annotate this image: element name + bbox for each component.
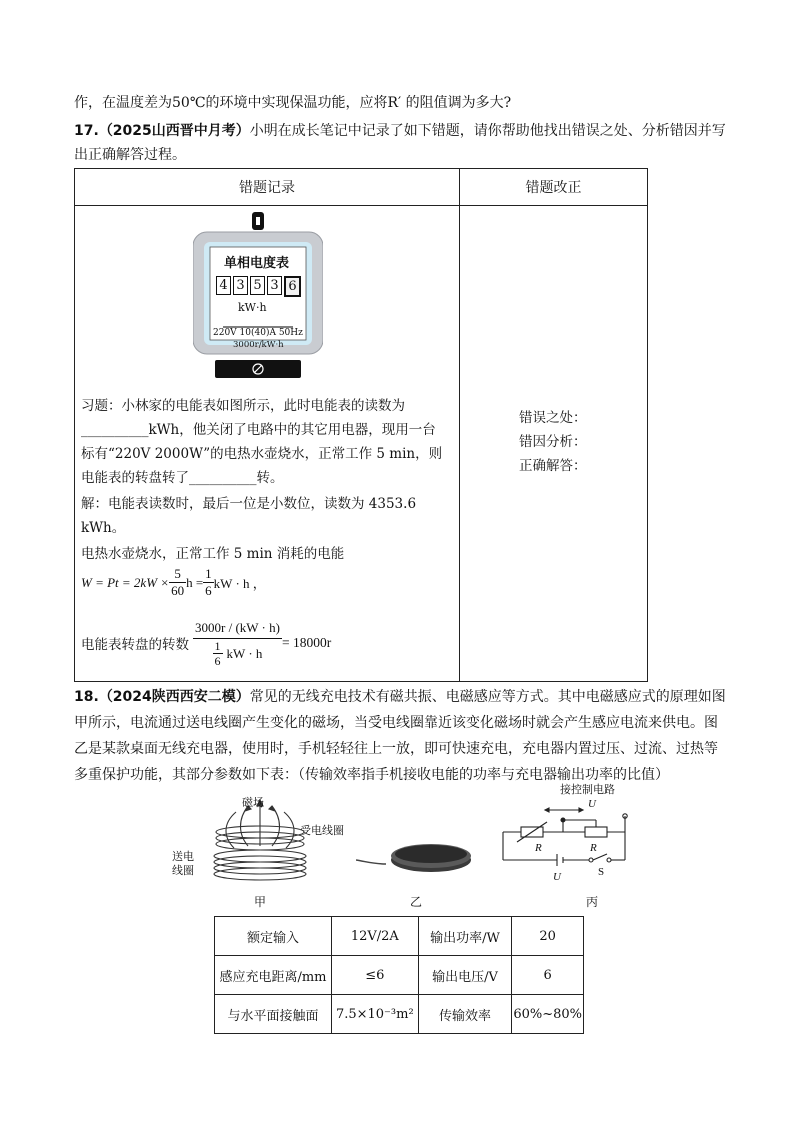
correction-cause: 错因分析： bbox=[519, 434, 587, 450]
problem-line: 习题：小林家的电能表如图所示，此时电能表的读数为 bbox=[81, 398, 405, 414]
formula-rev-result: = 18000r bbox=[281, 635, 332, 650]
param-cell: 12V/2A bbox=[331, 917, 418, 956]
problem-line: __________kWh，他关闭了电路中的其它用电器，现用一台 bbox=[81, 422, 436, 438]
q18-text-2: 甲所示，电流通过送电线圈产生变化的磁场，当受电线圈靠近该变化磁场时就会产生感应电流来供电。图 bbox=[74, 715, 718, 731]
error-record-table bbox=[74, 168, 648, 682]
table-row bbox=[215, 956, 584, 995]
intro-line: 作，在温度差为50℃的环境中实现保温功能，应将R′ 的阻值调为多大? bbox=[74, 95, 512, 111]
param-cell: 6 bbox=[512, 956, 584, 995]
label-r1: R bbox=[590, 842, 597, 854]
frac-num: 3000r / (kW · h) bbox=[193, 618, 282, 639]
frac-num: 1 bbox=[205, 566, 212, 581]
label-send-coil-1: 送电 bbox=[172, 850, 194, 863]
q18-source: （2024陕西西安二模） bbox=[98, 689, 250, 705]
frac-num: 5 bbox=[169, 566, 186, 583]
param-cell: 输出功率/W bbox=[418, 917, 512, 956]
q17-source: （2025山西晋中月考） bbox=[98, 123, 250, 139]
formula-revolutions bbox=[81, 618, 331, 668]
circuit-diagram-icon bbox=[497, 796, 637, 880]
solution-line: 解：电能表读数时，最后一位是小数位，读数为 4353.6 bbox=[81, 496, 417, 512]
param-cell: 20 bbox=[512, 917, 584, 956]
problem-line: 标有“220V 2000W”的电热水壶烧水，正常工作 5 min，则 bbox=[81, 446, 443, 462]
meter-digits bbox=[216, 276, 301, 297]
frac-den: 60 bbox=[171, 583, 185, 598]
formula-energy-suffix: kW · h ， bbox=[213, 576, 266, 591]
label-s: S bbox=[598, 866, 605, 878]
meter-spec-1: 220V 10(40)A 50Hz bbox=[213, 328, 303, 338]
fraction-revolutions bbox=[193, 618, 282, 668]
meter-digit-decimal: 6 bbox=[284, 276, 301, 297]
param-cell: 传输效率 bbox=[418, 995, 512, 1034]
solution-line: 电热水壶烧水，正常工作 5 min 消耗的电能 bbox=[81, 546, 345, 562]
frac-den: 6 bbox=[205, 583, 212, 598]
label-magnetic-field: 磁场 bbox=[242, 796, 264, 809]
meter-digit: 3 bbox=[233, 276, 248, 295]
q18-number: 18. bbox=[74, 689, 99, 705]
table-row bbox=[215, 995, 584, 1034]
col-header-correction: 错题改正 bbox=[460, 169, 648, 206]
label-u: U bbox=[553, 871, 561, 883]
frac-num-small: 1 bbox=[214, 639, 221, 653]
q17-number: 17. bbox=[74, 123, 99, 139]
meter-digit: 3 bbox=[267, 276, 282, 295]
label-control-circuit: 接控制电路 bbox=[560, 783, 615, 796]
table-row bbox=[215, 917, 584, 956]
label-r2: R bbox=[535, 842, 542, 854]
correction-error: 错误之处： bbox=[519, 410, 587, 426]
fraction-5-60 bbox=[169, 566, 186, 599]
label-receive-coil: 受电线圈 bbox=[300, 824, 344, 837]
correction-cell bbox=[460, 206, 648, 682]
charger-params-table bbox=[214, 916, 584, 1034]
frac-den-unit: kW · h bbox=[226, 645, 263, 661]
caption-bing: 丙 bbox=[586, 895, 599, 909]
q17-heading bbox=[74, 121, 726, 141]
param-cell: 额定输入 bbox=[215, 917, 332, 956]
q17-text-1: 小明在成长笔记中记录了如下错题，请你帮助他找出错误之处、分析错因并写 bbox=[249, 123, 726, 139]
col-header-record: 错题记录 bbox=[75, 169, 460, 206]
q18-heading bbox=[74, 687, 726, 707]
q18-text-3: 乙是某款桌面无线充电器，使用时，手机轻轻往上一放，即可快速充电，充电器内置过压、过流、过热等 bbox=[74, 741, 718, 757]
param-cell: 60%~80% bbox=[512, 995, 584, 1034]
q18-text-1: 常见的无线充电技术有磁共振、电磁感应等方式。其中电磁感应式的原理如图 bbox=[249, 689, 726, 705]
param-cell: ≤6 bbox=[331, 956, 418, 995]
label-u1: U bbox=[588, 798, 596, 810]
formula-rev-prefix: 电能表转盘的转数 bbox=[81, 637, 189, 653]
q17-text-2: 出正确解答过程。 bbox=[74, 147, 186, 163]
formula-energy bbox=[81, 566, 266, 599]
frac-den-small: 6 bbox=[214, 654, 221, 668]
caption-jia: 甲 bbox=[254, 895, 267, 909]
param-cell: 感应充电距离/mm bbox=[215, 956, 332, 995]
q18-text-4: 多重保护功能，其部分参数如下表：（传输效率指手机接收电能的功率与充电器输出功率的比值） bbox=[74, 767, 669, 783]
problem-line: 电能表的转盘转了__________转。 bbox=[81, 470, 284, 486]
param-cell: 输出电压/V bbox=[418, 956, 512, 995]
meter-spec-2: 3000r/kW·h bbox=[233, 340, 284, 350]
meter-unit: kW·h bbox=[238, 301, 267, 314]
frac-den bbox=[193, 639, 282, 668]
formula-energy-mid: h = bbox=[186, 574, 204, 590]
wireless-charger-icon bbox=[356, 830, 476, 880]
meter-digit: 4 bbox=[216, 276, 231, 295]
record-cell bbox=[75, 206, 460, 682]
correction-answer: 正确解答： bbox=[519, 458, 587, 474]
meter-title: 单相电度表 bbox=[224, 256, 290, 271]
param-cell: 与水平面接触面 bbox=[215, 995, 332, 1034]
label-send-coil-2: 线圈 bbox=[172, 864, 194, 877]
param-cell: 7.5×10⁻³m² bbox=[331, 995, 418, 1034]
solution-line: kWh。 bbox=[81, 520, 126, 536]
meter-digit: 5 bbox=[250, 276, 265, 295]
formula-energy-prefix: W = Pt = 2kW × bbox=[81, 574, 170, 590]
caption-yi: 乙 bbox=[410, 895, 423, 909]
fraction-1-6 bbox=[203, 566, 214, 599]
